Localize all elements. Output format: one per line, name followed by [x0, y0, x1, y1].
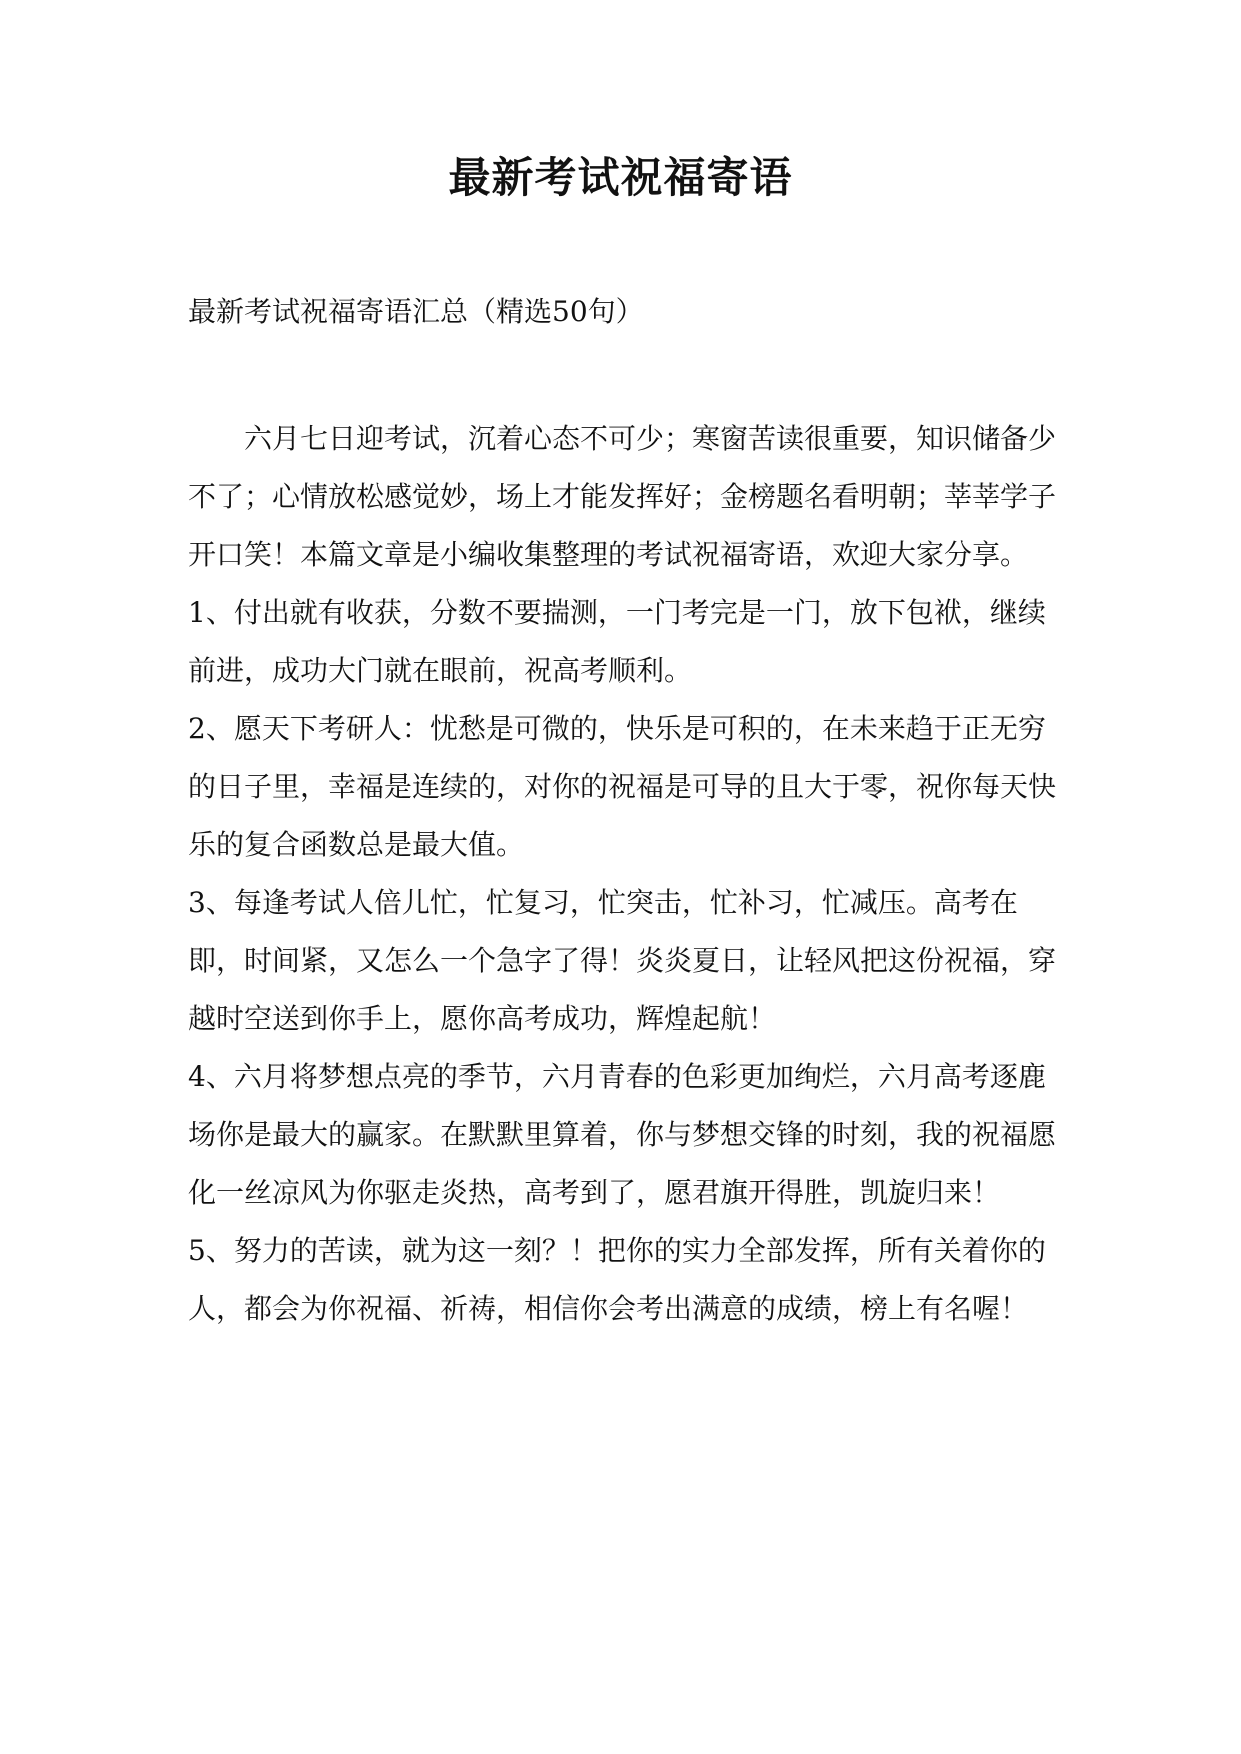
- blessing-item-2: 2、愿天下考研人：忧愁是可微的，快乐是可积的，在未来趋于正无穷的日子里，幸福是连续的，对你的祝福是可导的且大于零，祝你每天快乐的复合函数总是最大值。: [188, 712, 1057, 861]
- document-title: 最新考试祝福寄语: [448, 153, 793, 202]
- document-subtitle: 最新考试祝福寄语汇总（精选50句）: [188, 295, 644, 328]
- intro-paragraph: 六月七日迎考试，沉着心态不可少；寒窗苦读很重要，知识储备少不了；心情放松感觉妙，场上才能发挥好；金榜题名看明朝；莘莘学子开口笑！本篇文章是小编收集整理的考试祝福寄语，欢迎大家分享。: [188, 422, 1057, 571]
- blessing-item-3: 3、每逢考试人倍儿忙，忙复习，忙突击，忙补习，忙减压。高考在即，时间紧，又怎么一个急字了得！炎炎夏日，让轻风把这份祝福，穿越时空送到你手上，愿你高考成功，辉煌起航！: [188, 886, 1057, 1035]
- blessing-item-4: 4、六月将梦想点亮的季节，六月青春的色彩更加绚烂，六月高考逐鹿场你是最大的赢家。在默默里算着，你与梦想交锋的时刻，我的祝福愿化一丝凉风为你驱走炎热，高考到了，愿君旗开得胜，凯旋归来！: [188, 1060, 1057, 1209]
- blessing-item-5: 5、努力的苦读，就为这一刻？！把你的实力全部发挥，所有关着你的人，都会为你祝福、祈祷，相信你会考出满意的成绩，榜上有名喔！: [188, 1234, 1046, 1325]
- document-body: [188, 410, 1058, 1338]
- blessing-item-1: 1、付出就有收获，分数不要揣测，一门考完是一门，放下包袱，继续前进，成功大门就在眼前，祝高考顺利。: [188, 596, 1046, 687]
